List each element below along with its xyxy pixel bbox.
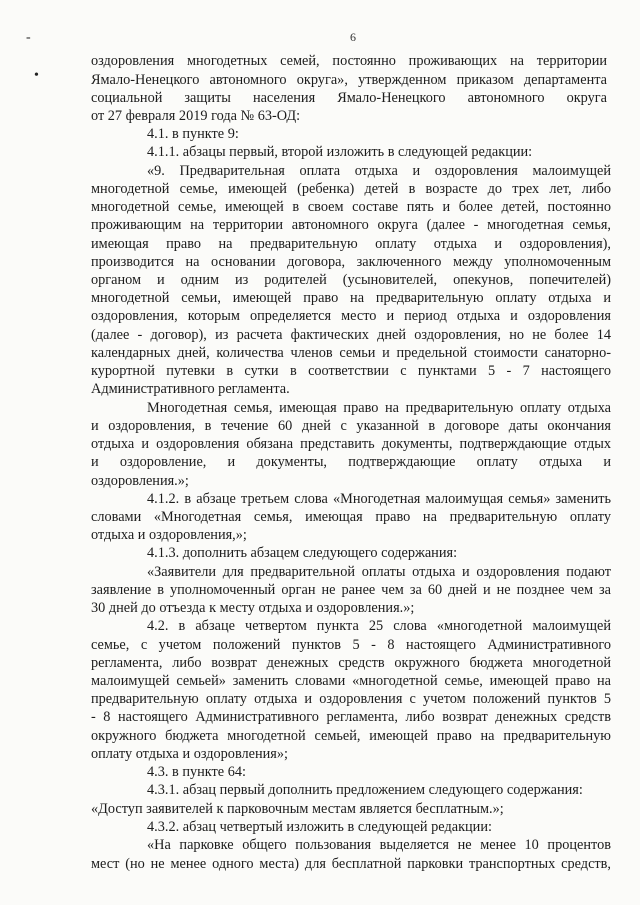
text-line: Административного регламента. xyxy=(91,381,290,397)
text-line: 30 дней до отъезда к месту отдыха и оздоровления.»; xyxy=(91,600,415,616)
text-line: имеющая право на предварительную оплату отдыха и оздоровления), xyxy=(91,236,611,252)
text-line: курортной путевки в сутки в соответствии с пунктами 5 - 7 настоящего xyxy=(91,363,611,379)
text-line: оздоровления.»; xyxy=(91,473,189,489)
text-line: заявление в уполномоченный орган не ранее чем за 60 дней и не позднее чем за xyxy=(91,582,611,598)
margin-mark: • xyxy=(34,68,39,83)
text-line: оплату отдыха и оздоровления»; xyxy=(91,746,288,762)
text-line: многодетной семье, имеющей (ребенка) детей в возрасте до трех лет, либо xyxy=(91,181,611,197)
text-line: 4.1.3. дополнить абзацем следующего содержания: xyxy=(147,545,458,561)
text-line: регламента, либо возврат денежных средств окружного бюджета многодетной xyxy=(91,655,611,671)
text-line: 4.3.1. абзац первый дополнить предложением следующего содержания: xyxy=(147,782,583,798)
text-line: 4.1.1. абзацы первый, второй изложить в следующей редакции: xyxy=(147,144,533,160)
text-line: Многодетная семья, имеющая право на предварительную оплату отдыха xyxy=(147,400,611,416)
text-line: многодетной семье, имеющей в своем составе пять и более детей, постоянно xyxy=(91,199,611,215)
text-line: многодетной семьи, имеющей право на предварительную оплату отдыха и xyxy=(91,290,611,306)
text-line: оздоровления, которым определяется место и период отдыха и оздоровления xyxy=(91,308,611,324)
text-line: (далее - договор), из расчета фактических дней оздоровления, но не более 14 xyxy=(91,327,611,343)
page-number: 6 xyxy=(350,30,356,44)
text-line: отдыха и оздоровления обязана представить документы, подтверждающие отдых xyxy=(91,436,611,452)
text-line: «На парковке общего пользования выделяется не менее 10 процентов xyxy=(147,837,611,853)
text-line: предварительную оплату отдыха и оздоровления с учетом положений пунктов 5 xyxy=(91,691,611,707)
text-line: 4.3. в пункте 64: xyxy=(147,764,246,780)
text-line: 4.1.2. в абзаце третьем слова «Многодетная малоимущая семья» заменить xyxy=(147,491,611,507)
text-line: 4.2. в абзаце четвертом пункта 25 слова «многодетной малоимущей xyxy=(147,618,611,634)
text-line: и оздоровления, в течение 60 дней с указанной в договоре даты окончания xyxy=(91,418,611,434)
text-line: окружного бюджета многодетной семьей, имеющей право на предварительную xyxy=(91,728,611,744)
text-line: Ямало-Ненецкого автономного округа», утвержденном приказом департамента xyxy=(91,72,607,88)
text-line: «Заявители для предварительной оплаты отдыха и оздоровления подают xyxy=(147,564,611,580)
text-line: от 27 февраля 2019 года № 63-ОД: xyxy=(91,108,301,124)
text-line: социальной защиты населения Ямало-Ненецкого автономного округа xyxy=(91,90,607,106)
text-line: отдыха и оздоровления,»; xyxy=(91,527,247,543)
text-line: семье, с учетом положений пунктов 5 - 8 настоящего Административного xyxy=(91,637,611,653)
text-line: 4.1. в пункте 9: xyxy=(147,126,239,142)
text-line: малоимущей семьей» заменить словами «многодетной семье, имеющей право на xyxy=(91,673,611,689)
text-line: органом и одним из родителей (усыновителей, опекунов, попечителей) xyxy=(91,272,611,288)
text-line: словами «Многодетная семья, имеющая право на предварительную оплату xyxy=(91,509,611,525)
text-line: - 8 настоящего Административного регламента, либо возврат денежных средств xyxy=(91,709,611,725)
text-line: «9. Предварительная оплата отдыха и оздоровления малоимущей xyxy=(147,163,611,179)
text-line: мест (но не менее одного места) для бесплатной парковки транспортных средств, xyxy=(91,856,611,872)
text-line: 4.3.2. абзац четвертый изложить в следующей редакции: xyxy=(147,819,492,835)
text-line: оздоровления многодетных семей, постоянно проживающих на территории xyxy=(91,53,607,69)
text-line: и оздоровление, и документы, подтверждающие оплату отдыха и xyxy=(91,454,611,470)
text-line: «Доступ заявителей к парковочным местам является бесплатным.»; xyxy=(91,801,504,817)
text-line: проживающим на территории автономного округа (далее - многодетная семья, xyxy=(91,217,611,233)
text-line: календарных дней, количества членов семьи и предельной стоимости санаторно- xyxy=(91,345,611,361)
text-line: производится на основании договора, заключенного между уполномоченным xyxy=(91,254,611,270)
margin-mark: - xyxy=(26,30,31,45)
